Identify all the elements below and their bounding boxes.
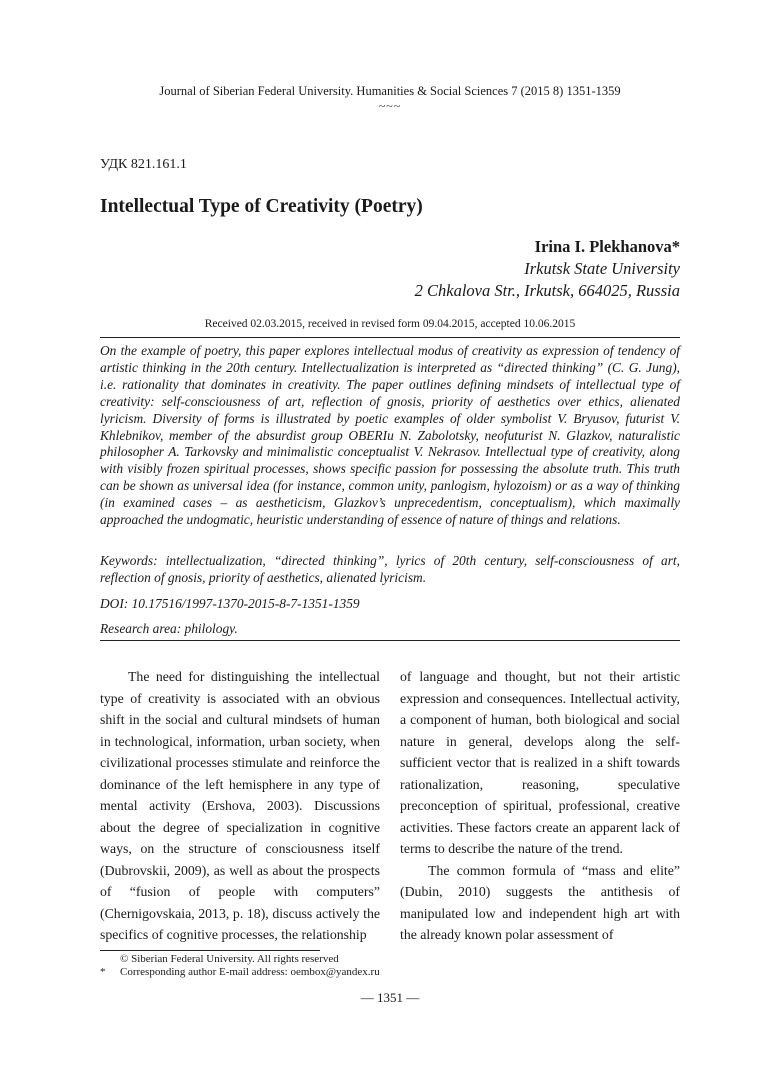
abstract-top-rule xyxy=(100,337,680,338)
header-ornament: ~~~ xyxy=(378,99,402,113)
journal-header: Journal of Siberian Federal University. Humanities & Social Sciences 7 (2015 8) 1351-1359 xyxy=(159,84,621,98)
author-address: 2 Chkalova Str., Irkutsk, 664025, Russia xyxy=(414,281,680,300)
footnote-rule xyxy=(100,950,320,951)
author-block xyxy=(415,236,680,302)
paper-title: Intellectual Type of Creativity (Poetry) xyxy=(100,196,423,217)
doi: DOI: 10.17516/1997-1370-2015-8-7-1351-1359 xyxy=(100,596,360,611)
received-dates: Received 02.03.2015, received in revised form 09.04.2015, accepted 10.06.2015 xyxy=(204,318,576,330)
body-column-left xyxy=(100,666,380,946)
corresponding-author-footnote: Corresponding author E-mail address: oembox@yandex.ru xyxy=(120,966,380,978)
body-paragraph: The common formula of “mass and elite” (Dubin, 2010) suggests the antithesis of manipulated low and independent high art with the already known polar assessment of xyxy=(400,862,680,942)
copyright-footnote: © Siberian Federal University. All rights reserved xyxy=(120,953,339,965)
keywords: Keywords: intellectualization, “directed thinking”, lyrics of 20th century, self-consciousness of art, reflection of gnosis, priority of aesthetics, alienated lyricism. xyxy=(100,553,680,585)
body-paragraph: of language and thought, but not their artistic expression and consequences. Intellectual activity, a component of human, both biological and social nature in general, develops along the self-sufficient vector that is realized in a shift towards rationalization, reasoning, speculative preconception of spiritual, professional, creative activities. These factors create an apparent lack of terms to describe the nature of the trend. xyxy=(400,669,680,856)
page-number: — 1351 — xyxy=(360,990,420,1005)
author-name: Irina I. Plekhanova* xyxy=(534,237,680,256)
udk-code: УДК 821.161.1 xyxy=(100,157,187,172)
author-affiliation: Irkutsk State University xyxy=(524,259,680,278)
body-column-right xyxy=(400,666,680,946)
body-paragraph: The need for distinguishing the intellectual type of creativity is associated with an obvious shift in the social and cultural mindsets of human in technological, information, urban society, when civilizational processes stimulate and reinforce the dominance of the left hemisphere in any type of mental activity (Ershova, 2003). Discussions about the degree of specialization in cognitive ways, on the structure of consciousness itself (Dubrovskii, 2009), as well as about the prospects of “fusion of people with computers” (Chernigovskaia, 2013, p. 18), discuss actively the specifics of cognitive processes, the relationship xyxy=(100,669,380,942)
research-area: Research area: philology. xyxy=(100,621,238,636)
abstract-bottom-rule xyxy=(100,640,680,641)
abstract: On the example of poetry, this paper explores intellectual modus of creativity as expression of tendency of artistic thinking in the 20th century. Intellectualization is interpreted as “directed thinking” (C. G. Jung), i.e. rationality that dominates in creativity. The paper outlines defining mindsets of intellectual type of creativity: self-consciousness of art, reflection of gnosis, priority of aesthetics over ethics, alienated lyricism. Diversity of forms is illustrated by poetic examples of older symbolist V. Bryusov, futurist V. Khlebnikov, member of the absurdist group OBERIu N. Zabolotsky, neofuturist N. Glazkov, naturalistic philosopher A. Tarkovsky and minimalistic conceptualist V. Nekrasov. Intellectual type of creativity, along with visibly frozen spiritual processes, shows specific passion for possessing the absolute truth. This truth can be shown as universal idea (for instance, common unity, panlogism, hylozoism) or as a way of thinking (in examined cases – as aestheticism, Glazkov’s unprecedentism, conceptualism), which maximally approached the undogmatic, heuristic understanding of essence of nature of things and relations. xyxy=(100,343,680,528)
footnote-marker: * xyxy=(100,966,106,978)
